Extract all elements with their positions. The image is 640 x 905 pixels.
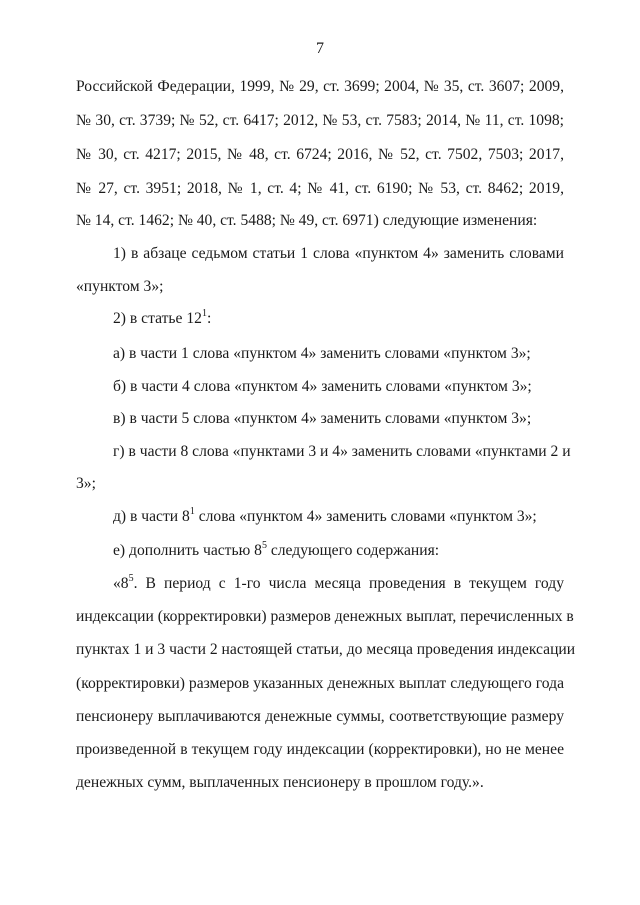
list-item-1-continuation: «пунктом 3»; xyxy=(76,278,164,295)
subitem-e xyxy=(113,541,564,561)
quoted-paragraph-line: индексации (корректировки) размеров денежных выплат, перечисленных в xyxy=(76,608,574,625)
quoted-paragraph-line: (корректировки) размеров указанных денежных выплат следующего года xyxy=(76,675,564,692)
subitem-d-prefix: д) в части 8 xyxy=(113,508,190,525)
quoted-paragraph-last-line: денежных сумм, выплаченных пенсионеру в прошлом году.». xyxy=(76,774,484,791)
text-line: Российской Федерации, 1999, № 29, ст. 3699; 2004, № 35, ст. 3607; 2009, xyxy=(76,78,564,95)
superscript: 1 xyxy=(189,505,195,517)
superscript: 5 xyxy=(261,539,267,551)
list-item-1: 1) в абзаце седьмом статьи 1 слова «пунктом 4» заменить словами xyxy=(113,245,564,262)
quoted-paragraph-first-line xyxy=(113,574,564,594)
quote-suffix: . В период с 1-го числа месяца проведения в текущем году xyxy=(133,575,564,592)
page-number: 7 xyxy=(316,40,324,57)
text-line: № 30, ст. 3739; № 52, ст. 6417; 2012, № 53, ст. 7583; 2014, № 11, ст. 1098; xyxy=(76,112,564,129)
subitem-v: в) в части 5 слова «пунктом 4» заменить словами «пунктом 3»; xyxy=(113,410,532,427)
list-item-2-suffix: : xyxy=(206,310,212,327)
subitem-d xyxy=(113,507,564,527)
quoted-paragraph-line: пенсионеру выплачиваются денежные суммы, соответствующие размеру xyxy=(76,708,564,725)
subitem-e-prefix: е) дополнить частью 8 xyxy=(113,542,262,559)
subitem-d-suffix: слова «пунктом 4» заменить словами «пунктом 3»; xyxy=(194,508,537,525)
superscript: 1 xyxy=(201,307,207,319)
superscript: 5 xyxy=(128,572,134,584)
list-item-2-prefix: 2) в статье 12 xyxy=(113,310,202,327)
subitem-b: б) в части 4 слова «пунктом 4» заменить словами «пунктом 3»; xyxy=(113,378,532,395)
subitem-g-continuation: 3»; xyxy=(76,475,96,492)
subitem-a: а) в части 1 слова «пунктом 4» заменить словами «пунктом 3»; xyxy=(113,345,531,362)
quoted-paragraph-line: произведенной в текущем году индексации (корректировки), но не менее xyxy=(76,741,564,758)
text-line: № 27, ст. 3951; 2018, № 1, ст. 4; № 41, ст. 6190; № 53, ст. 8462; 2019, xyxy=(76,180,564,197)
subitem-e-suffix: следующего содержания: xyxy=(266,542,440,559)
quoted-paragraph-line: пунктах 1 и 3 части 2 настоящей статьи, до месяца проведения индексации xyxy=(76,641,576,658)
text-line: № 30, ст. 4217; 2015, № 48, ст. 6724; 2016, № 52, ст. 7502, 7503; 2017, xyxy=(76,146,564,163)
quote-prefix: «8 xyxy=(113,575,129,592)
list-item-2 xyxy=(113,309,564,329)
subitem-g: г) в части 8 слова «пунктами 3 и 4» заменить словами «пунктами 2 и xyxy=(113,443,571,460)
text-line: № 14, ст. 1462; № 40, ст. 5488; № 49, ст. 6971) следующие изменения: xyxy=(76,212,538,229)
